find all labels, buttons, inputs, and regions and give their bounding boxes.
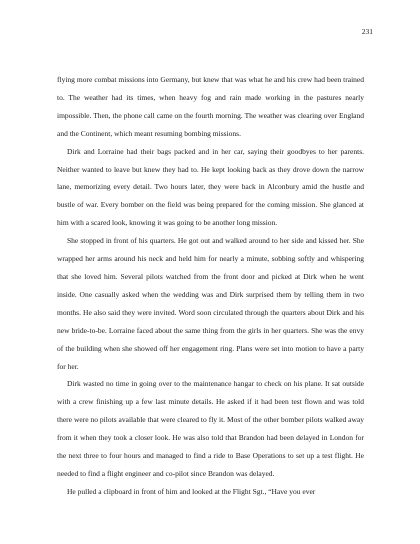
- paragraph-2: Dirk and Lorraine had their bags packed and in her car, saying their goodbyes to her parents. Neither wanted to leave but knew they had to. He kept looking back as they drove down the narrow lane, memorizing every detail. Two hours later, they were back in Alconbury amid the hustle and bustle of war. Every bomber on the field was being prepared for the coming mission. She glanced at him with a scared look, knowing it was going to be another long mission.: [57, 146, 364, 228]
- paragraph-4: Dirk wasted no time in going over to the maintenance hangar to check on his plane. It sat outside with a crew finishing up a few last minute details. He asked if it had been test flown and was told there were no pilots available that were cleared to fly it. Most of the other bomber pilots walked away from it when they took a closer look. He was also told that Brandon had been delayed in London for the next three to four hours and managed to find a ride to Base Operations to set up a test flight. He needed to find a flight engineer and co-pilot since Brandon was delayed.: [57, 379, 364, 478]
- paragraph-1: flying more combat missions into Germany, but knew that was what he and his crew had been trained to. The weather had its times, when heavy fog and rain made working in the pastures nearly impossible. Then, the phone call came on the fourth morning. The weather was clearing over England and the Continent, which meant resuming bombing missions.: [57, 75, 364, 138]
- page-number: 231: [361, 27, 373, 36]
- body-text: [57, 71, 364, 501]
- paragraph-3: She stopped in front of his quarters. He got out and walked around to her side and kissed her. She wrapped her arms around his neck and held him for nearly a minute, sobbing softly and whispering that she loved him. Several pilots watched from the front door and picked at Dirk when he went inside. One casually asked when the wedding was and Dirk surprised them by telling them in two months. He also said they were invited. Word soon circulated through the quarters about Dirk and his new bride-to-be. Lorraine faced about the same thing from the girls in her quarters. She was the envy of the building when she showed off her engagement ring. Plans were set into motion to have a party for her.: [57, 236, 364, 371]
- paragraph-5: He pulled a clipboard in front of him and looked at the Flight Sgt., “Have you ever: [67, 486, 316, 496]
